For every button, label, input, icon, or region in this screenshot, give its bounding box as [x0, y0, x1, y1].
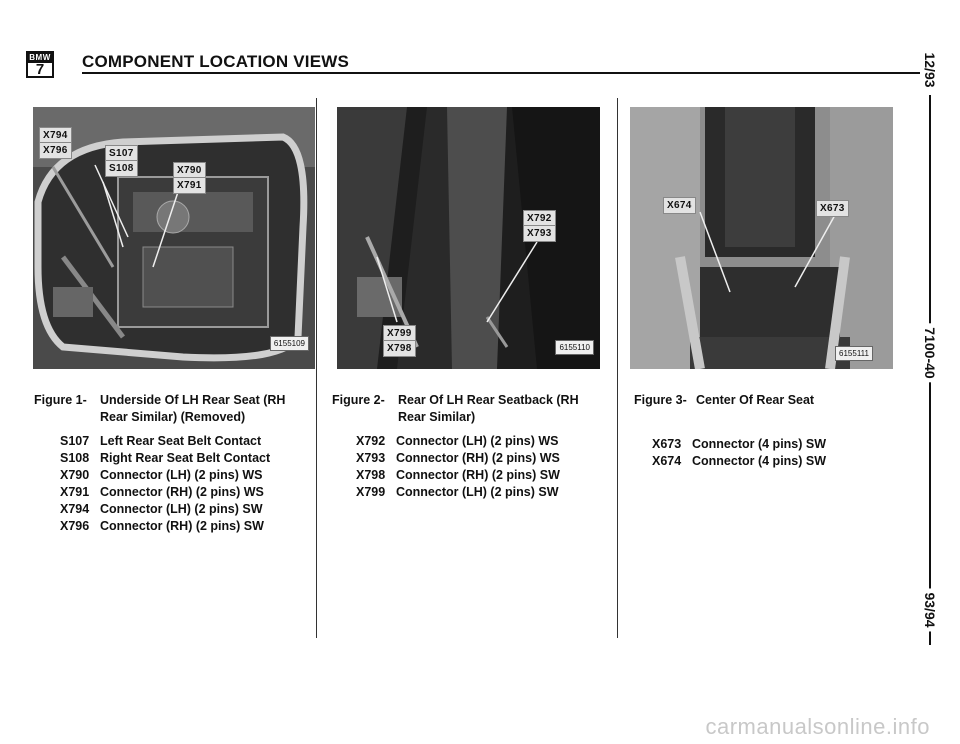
callout-x798: X798 — [383, 340, 416, 357]
legend-text: Connector (RH) (2 pins) WS — [396, 451, 560, 465]
legend-row — [652, 436, 826, 453]
legend-code: X791 — [60, 485, 90, 499]
callout-x794: X794 — [39, 127, 72, 144]
legend-row — [60, 433, 270, 450]
page-header — [26, 40, 928, 80]
callout-x793: X793 — [523, 225, 556, 242]
legend-text: Connector (LH) (2 pins) WS — [396, 434, 559, 448]
figure-2-caption — [332, 392, 602, 426]
logo-series: 7 — [35, 61, 45, 78]
caption-label: Figure 1- — [34, 393, 87, 407]
caption-line-1: Rear Of LH Rear Seatback (RH — [398, 393, 579, 407]
figure-2-photo — [337, 107, 600, 369]
legend-row — [356, 450, 560, 467]
callout-x674: X674 — [663, 197, 696, 214]
caption-label: Figure 2- — [332, 393, 385, 407]
figure-1-photo — [33, 107, 315, 369]
legend-text: Connector (RH) (2 pins) WS — [100, 485, 264, 499]
caption-line-2: Rear Similar) — [398, 410, 476, 424]
callout-x791: X791 — [173, 177, 206, 194]
legend-code: X794 — [60, 502, 90, 516]
figure-3-caption — [634, 392, 904, 409]
sidebar-date: 12/93 — [920, 48, 940, 91]
legend-row — [652, 453, 826, 470]
legend-text: Connector (4 pins) SW — [692, 454, 827, 468]
legend-row — [60, 518, 270, 535]
figure-1-caption — [34, 392, 314, 426]
page-sidebar — [915, 40, 945, 650]
legend-code: X673 — [652, 437, 682, 451]
legend-row — [60, 450, 270, 467]
callout-x792: X792 — [523, 210, 556, 227]
header-rule — [82, 72, 928, 74]
legend-text: Connector (LH) (2 pins) SW — [100, 502, 263, 516]
legend-text: Connector (RH) (2 pins) SW — [396, 468, 560, 482]
photo-number: 6155109 — [270, 336, 309, 351]
legend-row — [356, 467, 560, 484]
legend-row — [60, 467, 270, 484]
legend-text: Right Rear Seat Belt Contact — [100, 451, 271, 465]
photo-number: 6155110 — [555, 340, 594, 355]
legend-row — [356, 484, 560, 501]
callout-s107: S107 — [105, 145, 138, 162]
legend-row — [60, 501, 270, 518]
sidebar-page-number: 7100-40 — [920, 323, 940, 382]
legend-code: X793 — [356, 451, 386, 465]
figure-3-illustration — [630, 107, 893, 369]
legend-text: Connector (LH) (2 pins) SW — [396, 485, 559, 499]
legend-code: X674 — [652, 454, 682, 468]
legend-code: X792 — [356, 434, 386, 448]
legend-row — [356, 433, 560, 450]
figure-2-illustration — [337, 107, 600, 369]
figure-2-legend — [356, 433, 560, 501]
legend-text: Connector (4 pins) SW — [692, 437, 827, 451]
caption-line-1: Underside Of LH Rear Seat (RH — [100, 393, 286, 407]
legend-code: S107 — [60, 434, 90, 448]
legend-code: X790 — [60, 468, 90, 482]
photo-number: 6155111 — [835, 346, 873, 361]
bmw-logo — [26, 51, 54, 78]
figure-1-legend — [60, 433, 270, 535]
legend-code: X798 — [356, 468, 386, 482]
callout-x673: X673 — [816, 200, 849, 217]
caption-line-1: Center Of Rear Seat — [696, 393, 815, 407]
caption-line-2: Rear Similar) (Removed) — [100, 410, 246, 424]
callout-x799: X799 — [383, 325, 416, 342]
callout-s108: S108 — [105, 160, 138, 177]
legend-text: Left Rear Seat Belt Contact — [100, 434, 262, 448]
legend-code: X799 — [356, 485, 386, 499]
callout-x790: X790 — [173, 162, 206, 179]
figure-1-illustration — [33, 107, 315, 369]
column-divider-1 — [316, 98, 317, 638]
caption-label: Figure 3- — [634, 393, 687, 407]
page-title: COMPONENT LOCATION VIEWS — [82, 52, 350, 71]
legend-text: Connector (RH) (2 pins) SW — [100, 519, 264, 533]
legend-row — [60, 484, 270, 501]
legend-code: S108 — [60, 451, 90, 465]
watermark: carmanualsonline.info — [705, 714, 930, 739]
column-divider-2 — [617, 98, 618, 638]
logo-text: BMW — [29, 53, 51, 62]
callout-x796: X796 — [39, 142, 72, 159]
figure-3-photo — [630, 107, 893, 369]
sidebar-model-year: 93/94 — [920, 588, 940, 631]
legend-text: Connector (LH) (2 pins) WS — [100, 468, 263, 482]
legend-code: X796 — [60, 519, 90, 533]
figure-3-legend — [652, 436, 826, 470]
